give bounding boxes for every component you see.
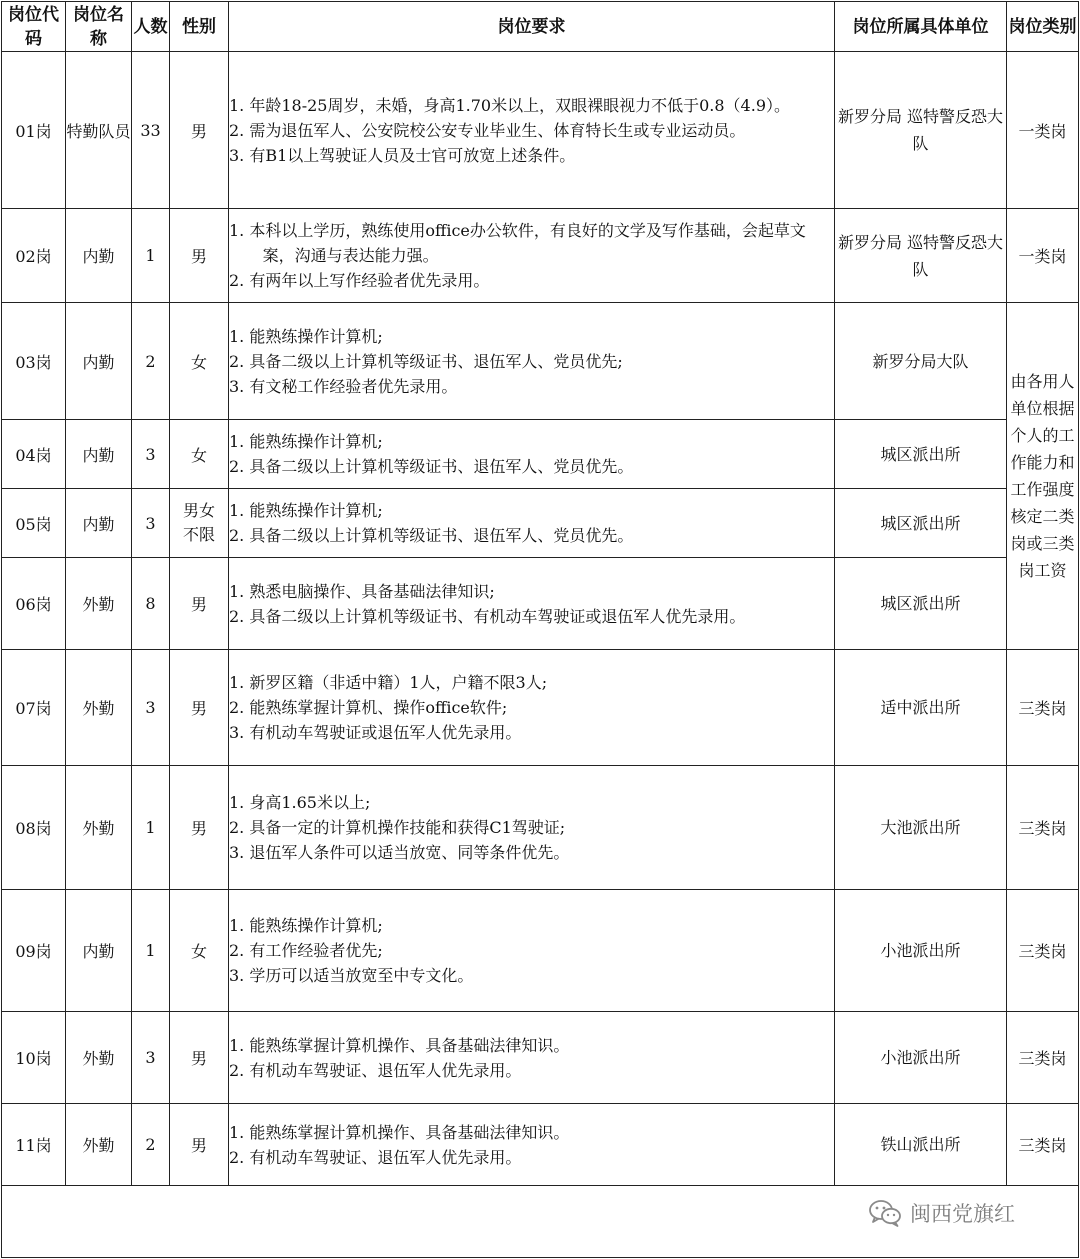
requirements	[229, 303, 835, 420]
table-row	[2, 303, 1079, 420]
watermark	[868, 1198, 1015, 1228]
header-category: 岗位类别	[1007, 2, 1079, 52]
head-count: 3	[132, 489, 170, 558]
requirement-line: 1. 能熟练掌握计算机操作、具备基础法律知识。	[229, 1122, 570, 1142]
requirement-line: 1. 能熟练操作计算机;	[229, 501, 383, 520]
header-row	[2, 2, 1079, 52]
post-code: 11岗	[2, 1104, 66, 1186]
table-row	[2, 890, 1079, 1012]
table-row	[2, 420, 1079, 489]
head-count: 2	[132, 1104, 170, 1186]
requirements	[229, 420, 835, 489]
wechat-icon	[868, 1198, 902, 1228]
post-name: 内勤	[66, 303, 132, 420]
requirements	[229, 209, 835, 303]
requirement-line: 2. 具备一定的计算机操作技能和获得C1驾驶证;	[229, 818, 566, 837]
gender: 男	[170, 766, 229, 890]
requirement-line: 1. 熟悉电脑操作、具备基础法律知识;	[229, 581, 495, 601]
table-row	[2, 52, 1079, 209]
requirement-line: 3. 有文秘工作经验者优先录用。	[229, 376, 458, 396]
head-count: 3	[132, 420, 170, 489]
requirements	[229, 489, 835, 558]
post-name: 外勤	[66, 1104, 132, 1186]
post-code: 01岗	[2, 52, 66, 209]
category: 三类岗	[1007, 650, 1079, 766]
post-name: 内勤	[66, 209, 132, 303]
head-count: 1	[132, 766, 170, 890]
header-code: 岗位代码	[2, 2, 66, 52]
category: 三类岗	[1007, 1012, 1079, 1104]
requirement-line: 1. 身高1.65米以上;	[229, 793, 371, 812]
requirement-line: 3. 有机动车驾驶证或退伍军人优先录用。	[229, 723, 522, 742]
head-count: 2	[132, 303, 170, 420]
head-count: 8	[132, 558, 170, 650]
unit: 新罗分局大队	[835, 303, 1007, 420]
header-count: 人数	[132, 2, 170, 52]
gender: 男	[170, 558, 229, 650]
requirement-line: 1. 新罗区籍（非适中籍）1人，户籍不限3人;	[229, 673, 548, 692]
post-name: 外勤	[66, 1012, 132, 1104]
requirement-line: 1. 能熟练操作计算机;	[229, 432, 383, 451]
post-code: 09岗	[2, 890, 66, 1012]
table-row	[2, 650, 1079, 766]
post-code: 04岗	[2, 420, 66, 489]
requirement-line: 3. 退伍军人条件可以适当放宽、同等条件优先。	[229, 843, 570, 862]
requirement-line: 2. 有机动车驾驶证、退伍军人优先录用。	[229, 1060, 522, 1080]
table-row	[2, 1012, 1079, 1104]
post-code: 08岗	[2, 766, 66, 890]
requirement-line: 2. 具备二级以上计算机等级证书、退伍军人、党员优先。	[229, 457, 634, 476]
requirements	[229, 890, 835, 1012]
post-name: 外勤	[66, 766, 132, 890]
unit: 小池派出所	[835, 1012, 1007, 1104]
post-code: 10岗	[2, 1012, 66, 1104]
post-name: 内勤	[66, 420, 132, 489]
requirement-line: 3. 学历可以适当放宽至中专文化。	[229, 966, 474, 985]
table-row	[2, 1104, 1079, 1186]
category: 三类岗	[1007, 1104, 1079, 1186]
head-count: 3	[132, 650, 170, 766]
requirement-line: 1. 本科以上学历，熟练使用office办公软件，有良好的文学及写作基础，会起草文案，沟通与表达能力强。	[229, 221, 806, 265]
post-code: 07岗	[2, 650, 66, 766]
post-name: 外勤	[66, 558, 132, 650]
unit: 大池派出所	[835, 766, 1007, 890]
unit: 小池派出所	[835, 890, 1007, 1012]
job-table	[1, 1, 1079, 1258]
header-requirements: 岗位要求	[229, 2, 835, 52]
gender: 男女不限	[170, 489, 229, 558]
post-code: 06岗	[2, 558, 66, 650]
head-count: 3	[132, 1012, 170, 1104]
post-name: 特勤队员	[66, 52, 132, 209]
header-gender: 性别	[170, 2, 229, 52]
requirement-line: 1. 能熟练掌握计算机操作、具备基础法律知识。	[229, 1035, 570, 1055]
unit: 城区派出所	[835, 558, 1007, 650]
requirement-line: 1. 年龄18-25周岁，未婚，身高1.70米以上，双眼裸眼视力不低于0.8（4.9）。	[229, 95, 790, 115]
merged-category: 由各用人单位根据个人的工作能力和工作强度核定二类岗或三类岗工资	[1007, 303, 1079, 650]
post-name: 内勤	[66, 489, 132, 558]
post-name: 内勤	[66, 890, 132, 1012]
category: 三类岗	[1007, 766, 1079, 890]
header-name: 岗位名称	[66, 2, 132, 52]
unit: 新罗分局 巡特警反恐大队	[835, 52, 1007, 209]
requirement-line: 2. 有两年以上写作经验者优先录用。	[229, 271, 490, 290]
gender: 男	[170, 52, 229, 209]
requirement-line: 2. 具备二级以上计算机等级证书、退伍军人、党员优先。	[229, 526, 634, 545]
unit: 城区派出所	[835, 489, 1007, 558]
unit: 铁山派出所	[835, 1104, 1007, 1186]
gender: 女	[170, 303, 229, 420]
category: 三类岗	[1007, 890, 1079, 1012]
unit: 新罗分局 巡特警反恐大队	[835, 209, 1007, 303]
requirements	[229, 650, 835, 766]
header-unit: 岗位所属具体单位	[835, 2, 1007, 52]
head-count: 33	[132, 52, 170, 209]
table-row	[2, 558, 1079, 650]
gender: 女	[170, 890, 229, 1012]
requirement-line: 2. 需为退伍军人、公安院校公安专业毕业生、体育特长生或专业运动员。	[229, 120, 746, 140]
post-code: 02岗	[2, 209, 66, 303]
table-row	[2, 489, 1079, 558]
requirement-line: 1. 能熟练操作计算机;	[229, 916, 383, 935]
post-code: 03岗	[2, 303, 66, 420]
unit: 适中派出所	[835, 650, 1007, 766]
requirement-line: 3. 有B1以上驾驶证人员及士官可放宽上述条件。	[229, 145, 576, 165]
gender: 男	[170, 209, 229, 303]
gender: 男	[170, 1012, 229, 1104]
requirement-line: 2. 有工作经验者优先;	[229, 941, 383, 960]
category: 一类岗	[1007, 209, 1079, 303]
requirements	[229, 1012, 835, 1104]
requirements	[229, 1104, 835, 1186]
gender: 男	[170, 1104, 229, 1186]
post-name: 外勤	[66, 650, 132, 766]
gender: 女	[170, 420, 229, 489]
requirement-line: 2. 能熟练掌握计算机、操作office软件;	[229, 698, 508, 717]
requirements	[229, 766, 835, 890]
watermark-text: 闽西党旗红	[910, 1202, 1015, 1226]
table-row	[2, 209, 1079, 303]
requirement-line: 2. 具备二级以上计算机等级证书、退伍军人、党员优先;	[229, 351, 623, 371]
gender: 男	[170, 650, 229, 766]
head-count: 1	[132, 890, 170, 1012]
requirements	[229, 558, 835, 650]
requirements	[229, 52, 835, 209]
table-row	[2, 766, 1079, 890]
requirement-line: 2. 具备二级以上计算机等级证书、有机动车驾驶证或退伍军人优先录用。	[229, 606, 746, 626]
requirement-line: 2. 有机动车驾驶证、退伍军人优先录用。	[229, 1147, 522, 1167]
post-code: 05岗	[2, 489, 66, 558]
unit: 城区派出所	[835, 420, 1007, 489]
head-count: 1	[132, 209, 170, 303]
category: 一类岗	[1007, 52, 1079, 209]
requirement-line: 1. 能熟练操作计算机;	[229, 326, 383, 346]
